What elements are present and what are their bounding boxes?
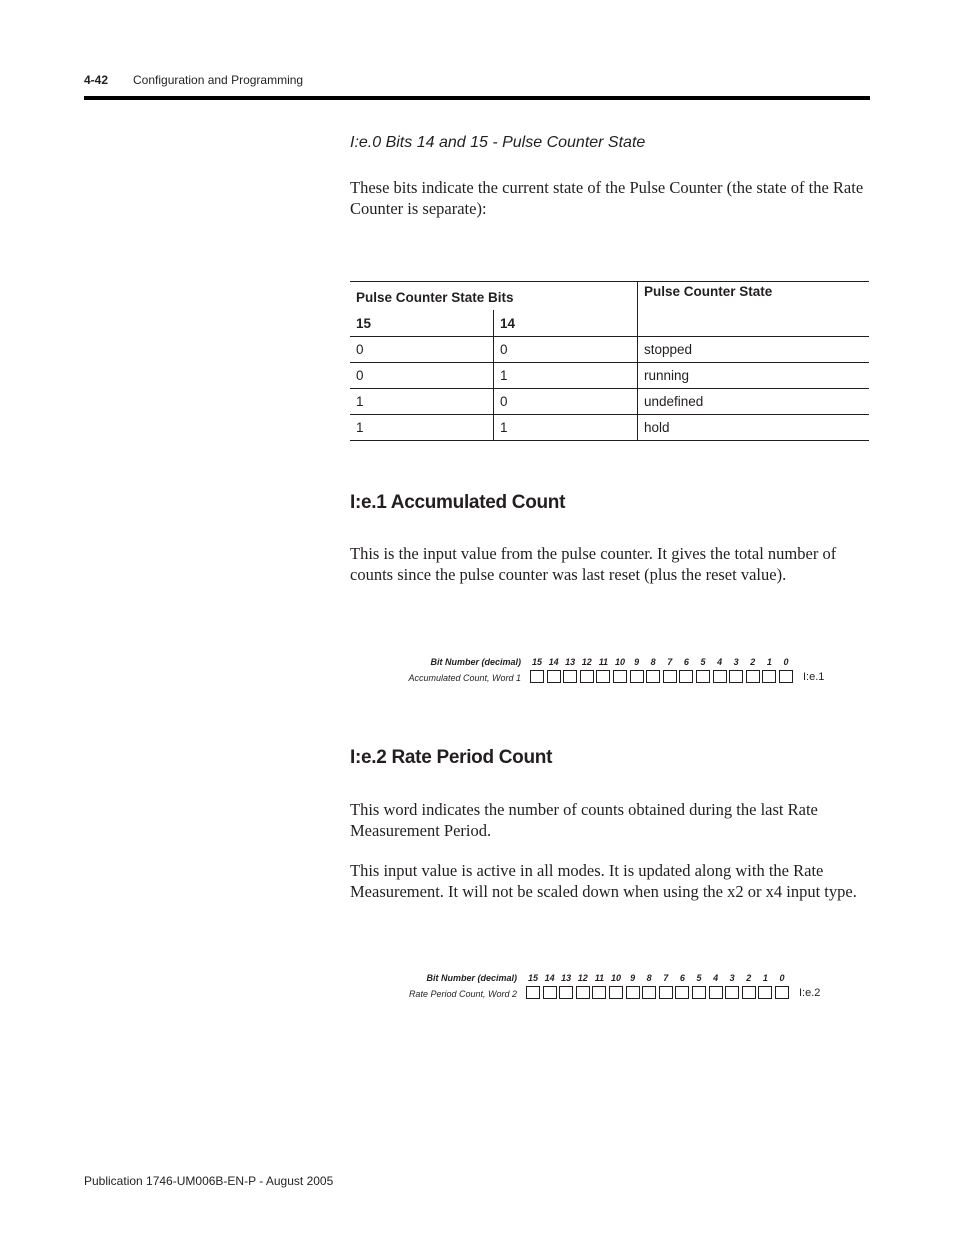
bit-number: 0 [783, 657, 789, 667]
bit-number: 3 [733, 657, 739, 667]
bit-box [596, 670, 610, 683]
bit-number: 2 [746, 973, 752, 983]
cell-b14: 0 [494, 337, 638, 363]
bit-box [713, 670, 727, 683]
bit-box [530, 670, 544, 683]
bit-box [559, 986, 573, 999]
bit-box [646, 670, 660, 683]
bit-number: 6 [683, 657, 689, 667]
cell-state: undefined [638, 389, 870, 415]
cell-state: hold [638, 415, 870, 441]
bit-box [779, 670, 793, 683]
bit-number: 1 [766, 657, 772, 667]
bit-number: 4 [717, 657, 723, 667]
table-row [350, 363, 869, 389]
bit-box [762, 670, 776, 683]
header-rule [84, 96, 870, 100]
bit-number: 0 [779, 973, 785, 983]
cell-b15: 0 [350, 337, 494, 363]
bit-box [692, 986, 706, 999]
bit-box [746, 670, 760, 683]
table-row [350, 415, 869, 441]
bit-number: 6 [679, 973, 685, 983]
pulse-counter-state-table [350, 281, 869, 441]
bit-box [742, 986, 756, 999]
bit-box [679, 670, 693, 683]
cell-state: running [638, 363, 870, 389]
bit-number: 9 [634, 657, 640, 667]
cell-b15: 1 [350, 389, 494, 415]
bit-box [580, 670, 594, 683]
bit-box [709, 986, 723, 999]
bit-box [609, 986, 623, 999]
section-title-accumulated-count: I:e.1 Accumulated Count [350, 492, 566, 513]
bit-number: 12 [581, 657, 592, 667]
bit-number: 7 [663, 973, 669, 983]
cell-b15: 1 [350, 415, 494, 441]
cell-b14: 0 [494, 389, 638, 415]
header-state-bits: Pulse Counter State Bits [356, 289, 514, 305]
bit-box [626, 986, 640, 999]
subsection-intro: These bits indicate the current state of the Pulse Counter (the state of the Rate Counter is separate): [350, 178, 864, 218]
bit-box [663, 670, 677, 683]
bit-number: 3 [729, 973, 735, 983]
bit-box [725, 986, 739, 999]
bit-number: 13 [565, 657, 576, 667]
table-row [350, 389, 869, 415]
cell-state: stopped [638, 337, 870, 363]
bit-diagram-word2 [399, 973, 879, 1013]
bit-number: 14 [548, 657, 559, 667]
bit-box [592, 986, 606, 999]
header-bit-14: 14 [494, 310, 638, 337]
bit-number: 15 [531, 657, 542, 667]
bit-number-label: Bit Number (decimal) [426, 973, 517, 983]
bit-box [758, 986, 772, 999]
bit-number: 8 [646, 973, 652, 983]
bit-number: 9 [630, 973, 636, 983]
bit-box [729, 670, 743, 683]
bit-number: 11 [594, 973, 605, 983]
bit-number: 7 [667, 657, 673, 667]
header-state: Pulse Counter State [638, 282, 870, 337]
bit-number: 10 [614, 657, 625, 667]
bit-box [547, 670, 561, 683]
bit-number: 5 [700, 657, 706, 667]
bit-number: 15 [527, 973, 538, 983]
bit-box [576, 986, 590, 999]
bit-number: 8 [650, 657, 656, 667]
bit-number: 13 [561, 973, 572, 983]
subsection-title: I:e.0 Bits 14 and 15 - Pulse Counter State [350, 134, 646, 151]
cell-b14: 1 [494, 363, 638, 389]
bit-box [642, 986, 656, 999]
bit-box [696, 670, 710, 683]
section-rate-text-2: This input value is active in all modes. It is updated along with the Rate Measurement. It will not be scaled down when using the x2 or x4 input type. [350, 861, 857, 901]
word-tag: I:e.2 [799, 987, 821, 999]
bit-number: 1 [762, 973, 768, 983]
bit-box [613, 670, 627, 683]
word-tag: I:e.1 [803, 671, 825, 683]
chapter-title: Configuration and Programming [133, 73, 304, 87]
bit-box [775, 986, 789, 999]
publication-footer: Publication 1746-UM006B-EN-P - August 2005 [84, 1174, 334, 1188]
bit-number: 12 [577, 973, 588, 983]
bit-number: 2 [750, 657, 756, 667]
bit-box [526, 986, 540, 999]
header-bit-15: 15 [356, 315, 372, 331]
bit-number: 14 [544, 973, 555, 983]
bit-number: 4 [713, 973, 719, 983]
bit-number: 10 [610, 973, 621, 983]
word-label: Accumulated Count, Word 1 [408, 673, 521, 683]
table-row [350, 337, 869, 363]
cell-b14: 1 [494, 415, 638, 441]
cell-b15: 0 [350, 363, 494, 389]
bit-diagram-word1 [403, 657, 883, 697]
section-rate-text-1: This word indicates the number of counts obtained during the last Rate Measurement Period. [350, 800, 818, 840]
bit-box [563, 670, 577, 683]
bit-box [543, 986, 557, 999]
bit-number-label: Bit Number (decimal) [430, 657, 521, 667]
section-title-rate-period-count: I:e.2 Rate Period Count [350, 747, 553, 768]
section-accumulated-text: This is the input value from the pulse counter. It gives the total number of counts since the pulse counter was last reset (plus the reset value). [350, 544, 837, 584]
bit-number: 5 [696, 973, 702, 983]
bit-number: 11 [598, 657, 609, 667]
word-label: Rate Period Count, Word 2 [408, 989, 517, 999]
bit-box [659, 986, 673, 999]
bit-box [630, 670, 644, 683]
bit-box [675, 986, 689, 999]
page-number: 4-42 [84, 73, 109, 87]
